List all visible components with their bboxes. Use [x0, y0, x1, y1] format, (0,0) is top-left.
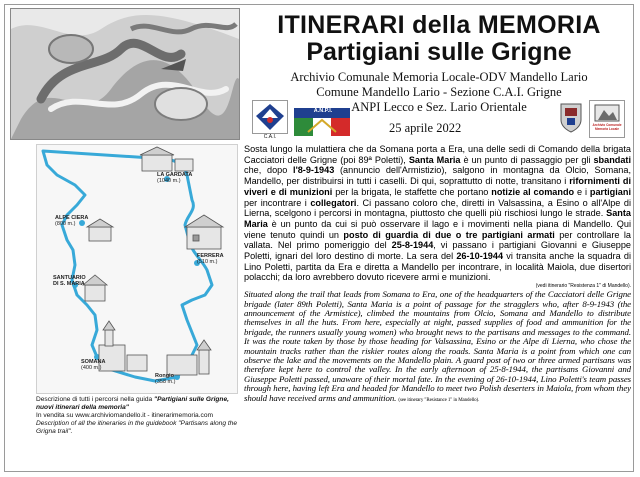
archivio-memoria-icon: [589, 100, 625, 138]
monument-photo-drawing: [11, 9, 239, 139]
event-date: 25 aprile 2022: [389, 121, 462, 135]
page-subtitle-title: Partigiani sulle Grigne: [306, 38, 572, 66]
route-map-drawing: [37, 145, 237, 393]
archivio-logo: [559, 100, 583, 134]
cai-logo-icon: [252, 100, 288, 134]
italian-paragraph: Sosta lungo la mulattiera che da Somana porta a Era, una delle sedi di Comando della brigata Cacciatori delle Grigne (poi 89ª Poletti), Santa Maria è un punto di passaggio per gli sbandati che, dopo l'8-9-1943 (annuncio dell'Armistizio), salgono in montagna da Olcio, Somana, Mandello, per distribuirsi in tutti i caselli. Di qui, soprattutto di notte, transitano i rifornimenti di viveri e di munizioni per la brigata, le staffette che portano notizie al comando e i partigiani per incontrare i collegatori. Ci passano coloro che, diretti in Valsassina, a Esino o all'Alpe di Lierna, scelgono i percorsi in montagna, piuttosto che quelli più rischiosi lungo le strade. Santa Maria è un punto da cui si può osservare il lago e i movimenti nella piana di Mandello. Qui viene tenuto quindi un posto di guardia di due o tre partigiani armati per controllare la vallata. Nel primo pomeriggio del 25-8-1944, vi passano i partigiani Giovanni e Giuseppe Poletti, ignari del loro destino di morte. La sera del 26-10-1944 vi transita anche la squadra di Lino Poletti, partita da Era e diretta a Mandello per incontrare, in località Maiola, due disertori polacchi; da loro avrebbero dovuto ricevere armi e munizioni.: [244, 144, 631, 283]
organizer-line-2: Comune Mandello Lario - Sezione C.A.I. Grigne: [316, 85, 562, 99]
organizer-line-3: ANPI Lecco e Sez. Lario Orientale: [351, 100, 527, 114]
header: [244, 8, 634, 142]
italian-itinerary-note: (vedi itinerario "Resistenza 1" di Mandello).: [535, 283, 631, 290]
main-text: [244, 144, 631, 468]
archivio-logo-text: Archivio Comunale Memoria Locale: [592, 123, 622, 131]
organizer-line-1: Archivio Comunale Memoria Locale-ODV Mandello Lario: [290, 70, 588, 84]
map-label-era: Rongio (358 m.): [155, 373, 176, 385]
anpi-logo-text: A.N.P.I.: [313, 108, 333, 114]
page-title: ITINERARI della MEMORIA: [277, 11, 601, 39]
comune-crest-icon: [559, 100, 583, 134]
route-map: [36, 144, 238, 394]
cai-logo: [252, 100, 288, 134]
map-label-ferrera: FERRERA (510 m.): [197, 253, 224, 265]
map-label-alpe-ciera: ALPE CIERA (800 m.): [55, 215, 89, 227]
cai-logo-text: C.A.I.: [263, 134, 277, 140]
monument-photo: [10, 8, 240, 140]
map-caption: Descrizione di tutti i percorsi nella guida "Partigiani sulle Grigne, nuovi itinerari della memoria" In vendita su www.archiviomandello.it - itinerarimemoria.com Description of all the itineraries in the guidebook "Partisans along the Grigna trail".: [36, 396, 238, 435]
map-label-gardata: LA GARDATA (1040 m.): [157, 172, 193, 184]
english-paragraph: Situated along the trail that leads from Somana to Era, one of the headquarters of the Cacciatori delle Grigne brigade (later 89th Poletti), Santa Maria is a point of passage for the stragglers who, after 8-9-1943 (the announcement of the Armistice), climbed the mountains from Olcio, Somana and Mandello to distribute themselves in all the huts. From here, especially at night, passed supplies of food and ammunition for the brigade, the runners usually young women) who brought news to the partisans and messages to the command. It was the route taken by those by those heading for Valsassina, Esino or the Alpe di Lierna, who chose the mountain tracks rather than the riskier routes along the roads. Santa Maria is a point from which one can observe the lake and the movements on the Mandello plain. A guard post of two or three armed partisans was therefore kept here to control the valley. In the early afternoon of 25-8-1944, the partisans Giovanni and Giuseppe Poletti passed, unaware of their mortal fate. In the evening of 26-10-1944, Lino Poletti's team passes through here, having left Era and headed for Mandello to meet two Polish deserters in Maiola, from whom they should have received arms and ammunition. (see itinerary "Resistance 1" in Mandello).: [244, 289, 631, 403]
map-label-somana: SOMANA (400 m.): [81, 359, 106, 371]
map-label-santuario: SANTUARIO DI S. MARIA: [53, 275, 86, 287]
archivio-memoria-logo: [589, 100, 625, 138]
